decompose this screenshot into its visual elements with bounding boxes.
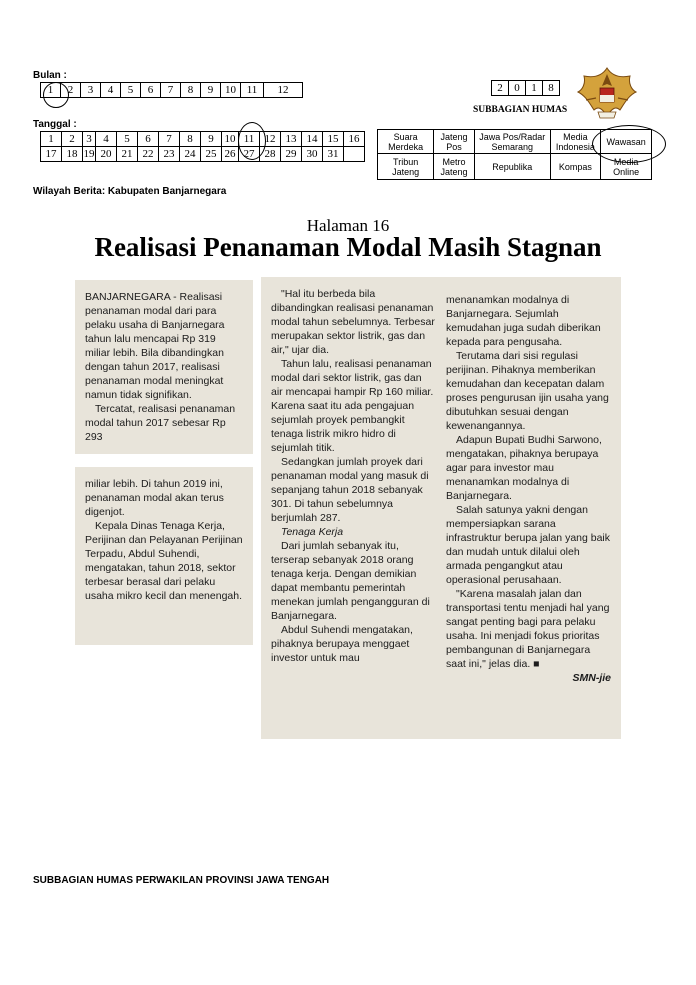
bulan-cell: 1 xyxy=(41,83,61,98)
tanggal-cell: 27 xyxy=(239,147,260,162)
tanggal-cell: 8 xyxy=(180,132,201,147)
tanggal-cell: 6 xyxy=(138,132,159,147)
bulan-cell: 3 xyxy=(81,83,101,98)
tanggal-cell: 21 xyxy=(117,147,138,162)
tanggal-cell: 22 xyxy=(138,147,159,162)
tanggal-cell: 26 xyxy=(222,147,239,162)
bulan-cell: 10 xyxy=(221,83,241,98)
media-online: Media Online xyxy=(601,154,652,180)
tanggal-cell: 11 xyxy=(239,132,260,147)
tanggal-cell: 19 xyxy=(83,148,95,160)
bulan-cell: 8 xyxy=(181,83,201,98)
tanggal-cell: 14 xyxy=(302,132,323,147)
tanggal-cell: 9 xyxy=(201,132,222,147)
paragraph: "Karena masalah jalan dan transportasi tentu menjadi hal yang sangat penting bagi para pelaku usaha. Ini menjadi fokus prioritas pembangunan di Banjarnegara saat ini," jelas dia. ■ xyxy=(446,588,610,670)
paragraph: Kepala Dinas Tenaga Kerja, Perijinan dan Pelayanan Perijinan Terpadu, Abdul Suhendi, mengatakan, tahun 2018, sektor terbesar berasal dari pelaku usaha mikro kecil dan menengah. xyxy=(85,520,243,602)
paragraph: Salah satunya yakni dengan mempersiapkan sarana infrastruktur berupa jalan yang baik dan mudah untuk dilalui oleh armada pengangkut atau operasional perusahaan. xyxy=(446,504,611,586)
paragraph: "Hal itu berbeda bila dibandingkan realisasi penanaman modal tahun sebelumnya. Terbesar merupakan sektor listrik, gas dan air," ujar dia. xyxy=(271,288,435,356)
paragraph: Tercatat, realisasi penanaman modal tahun 2017 sebesar Rp 293 xyxy=(85,403,236,443)
selected-media-circle xyxy=(592,125,666,163)
selected-month-circle xyxy=(43,82,69,108)
subheading: Tenaga Kerja xyxy=(281,526,344,538)
tanggal-cell: 3 xyxy=(83,132,96,147)
tanggal-cell: 20 xyxy=(96,147,117,162)
media-media-indonesia: Media Indonesia xyxy=(550,130,601,154)
media-jawa-pos: Jawa Pos/Radar Semarang xyxy=(474,130,550,154)
paragraph: Abdul Suhendi mengatakan, pihaknya berupaya menggaet investor untuk mau xyxy=(271,624,413,664)
media-tribun: Tribun Jateng xyxy=(378,154,434,180)
tanggal-cell: 25 xyxy=(201,147,222,162)
tanggal-cell: 1 xyxy=(41,132,62,147)
clipping-main-block xyxy=(261,277,621,739)
paragraph: menanamkan modalnya di Banjarnegara. Sejumlah kemudahan juga sudah diberikan kepada para pengusaha. xyxy=(446,294,601,348)
bulan-cell: 4 xyxy=(101,83,121,98)
paragraph: Dari jumlah sebanyak itu, terserap sebanyak 2018 orang tenaga kerja. Dengan demikian dapat membantu pemerintah menekan jumlah pengangguran di Banjarnegara. xyxy=(271,540,430,622)
tanggal-cell: 18 xyxy=(62,147,83,162)
bulan-cell: 12 xyxy=(264,83,303,98)
bulan-cell: 11 xyxy=(241,83,264,98)
clipping-column-1b xyxy=(75,467,253,645)
tanggal-cell: 30 xyxy=(302,147,323,162)
year-digit: 0 xyxy=(509,81,526,96)
paragraph: Terutama dari sisi regulasi perijinan. Pihaknya memberikan kemudahan dan kecepatan dalam proses pengurusan ijin usaha yang dibutuhkan sesuai dengan kewenangannya. xyxy=(446,350,609,432)
tanggal-cell: 7 xyxy=(159,132,180,147)
tanggal-cell: 15 xyxy=(323,132,344,147)
tanggal-cell: 5 xyxy=(117,132,138,147)
media-kompas: Kompas xyxy=(550,154,601,180)
tanggal-cell: 28 xyxy=(260,147,281,162)
tanggal-cell: 16 xyxy=(344,132,365,147)
bulan-cell: 9 xyxy=(201,83,221,98)
bulan-label: Bulan : xyxy=(33,70,67,81)
paragraph: Adapun Bupati Budhi Sarwono, mengatakan, pihaknya berupaya agar para investor mau menanamkan modalnya di Banjarnegara. xyxy=(446,434,602,502)
footer-label: SUBBAGIAN HUMAS PERWAKILAN PROVINSI JAWA TENGAH xyxy=(33,875,330,886)
garuda-emblem-icon xyxy=(576,66,638,122)
tanggal-cell: 23 xyxy=(159,147,180,162)
bulan-grid xyxy=(40,82,303,98)
paragraph: Sedangkan jumlah proyek dari penanaman modal yang masuk di sepanjang tahun 2018 sebanyak 301. Di tahun sebelumnya berjumlah 287. xyxy=(271,456,429,524)
paragraph: miliar lebih. Di tahun 2019 ini, penanaman modal akan terus digenjot. xyxy=(85,478,224,518)
year-digit: 8 xyxy=(543,81,560,96)
tanggal-cell: 12 xyxy=(260,132,281,147)
tanggal-cell: 4 xyxy=(96,132,117,147)
clipping-column-3 xyxy=(446,293,611,685)
selected-date-circle xyxy=(238,122,266,160)
media-metro: Metro Jateng xyxy=(434,154,475,180)
tanggal-cell: 10 xyxy=(222,132,239,147)
media-republika: Republika xyxy=(474,154,550,180)
tanggal-cell xyxy=(344,147,365,162)
tanggal-cell: 29 xyxy=(281,147,302,162)
wilayah-berita: Wilayah Berita: Kabupaten Banjarnegara xyxy=(33,186,227,197)
bulan-cell: 6 xyxy=(141,83,161,98)
tanggal-cell: 2 xyxy=(62,132,83,147)
media-wawasan: Wawasan xyxy=(601,130,652,154)
year-digit: 2 xyxy=(492,81,509,96)
clipping-column-2 xyxy=(271,287,436,665)
reporter-signature: SMN-jie xyxy=(572,672,611,684)
bulan-cell: 2 xyxy=(61,83,81,98)
media-jateng-pos: Jateng Pos xyxy=(434,130,475,154)
year-grid xyxy=(491,80,560,96)
paragraph: Tahun lalu, realisasi penanaman modal dari sektor listrik, gas dan air mencapai hampir Rp 160 miliar. Karena saat itu ada pengajuan sejumlah proyek pembangkit tenaga listrik mikro hidro di sejumlah titik. xyxy=(271,358,434,454)
bulan-cell: 7 xyxy=(161,83,181,98)
tanggal-cell: 24 xyxy=(180,147,201,162)
paragraph: BANJARNEGARA - Realisasi penanaman modal dari para pelaku usaha di Banjarnegara tahun lalu mencapai Rp 319 miliar lebih. Bila dibandingkan dengan tahun 2017, realisasi penanaman modal meningkat namun tidak signifikan. xyxy=(85,291,225,401)
article-title: Realisasi Penanaman Modal Masih Stagnan xyxy=(94,232,602,262)
page-number: Halaman 16 xyxy=(306,216,390,235)
tanggal-cell: 31 xyxy=(323,147,344,162)
bulan-cell: 5 xyxy=(121,83,141,98)
tanggal-cell: 13 xyxy=(281,132,302,147)
media-suara-merdeka: Suara Merdeka xyxy=(378,130,434,154)
tanggal-label: Tanggal : xyxy=(33,119,77,130)
tanggal-cell: 17 xyxy=(41,147,62,162)
tanggal-grid xyxy=(40,131,365,162)
unit-label: SUBBAGIAN HUMAS xyxy=(473,105,568,115)
year-digit: 1 xyxy=(526,81,543,96)
clipping-column-1a xyxy=(75,280,253,454)
